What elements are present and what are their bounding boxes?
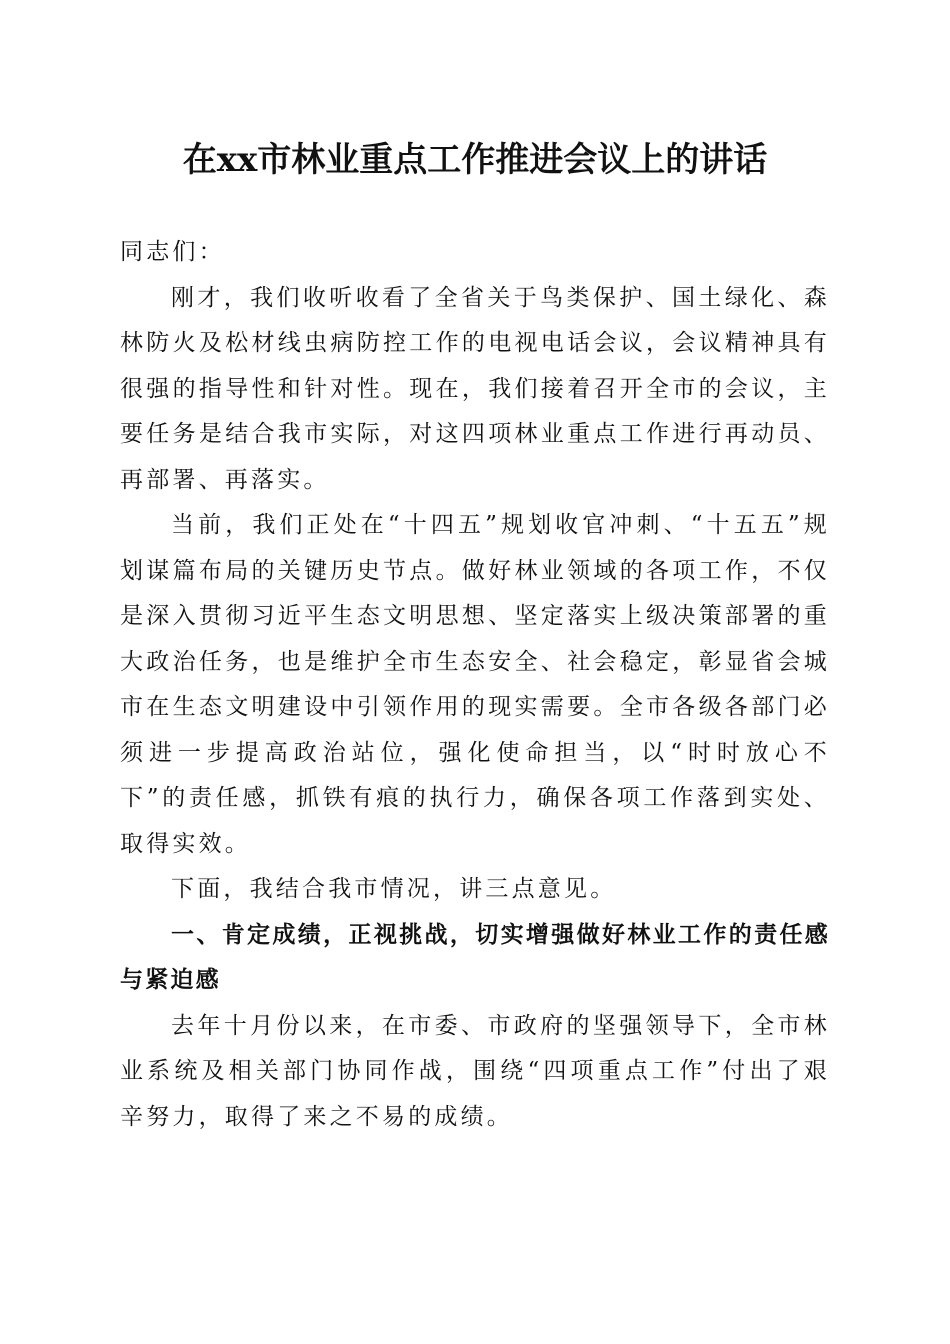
salutation: 同志们：: [120, 239, 225, 265]
paragraph-2: 当前，我们正处在“十四五”规划收官冲刺、“十五五”规划谋篇布局的关键历史节点。做好林业领域的各项工作，不仅是深入贯彻习近平生态文明思想、坚定落实上级决策部署的重大政治任务，也是维护全市生态安全、社会稳定，彰显省会城市在生态文明建设中引领作用的现实需要。全市各级各部门必须进一步提高政治站位，强化使命担当，以“时时放心不下”的责任感，抓铁有痕的执行力，确保各项工作落到实处、取得实效。: [120, 512, 830, 857]
document-title: 在xx市林业重点工作推进会议上的讲话: [182, 140, 768, 180]
section-1-paragraph: 去年十月份以来，在市委、市政府的坚强领导下，全市林业系统及相关部门协同作战，围绕“四项重点工作”付出了艰辛努力，取得了来之不易的成绩。: [120, 1012, 830, 1130]
paragraph-1: 刚才，我们收听收看了全省关于鸟类保护、国土绿化、森林防火及松材线虫病防控工作的电视电话会议，会议精神具有很强的指导性和针对性。现在，我们接着召开全市的会议，主要任务是结合我市实际，对这四项林业重点工作进行再动员、再部署、再落实。: [120, 284, 830, 493]
section-heading-1: 一、肯定成绩，正视挑战，切实增强做好林业工作的责任感与紧迫感: [120, 921, 830, 993]
document-body: [120, 230, 830, 1140]
paragraph-3: 下面，我结合我市情况，讲三点意见。: [171, 876, 617, 902]
